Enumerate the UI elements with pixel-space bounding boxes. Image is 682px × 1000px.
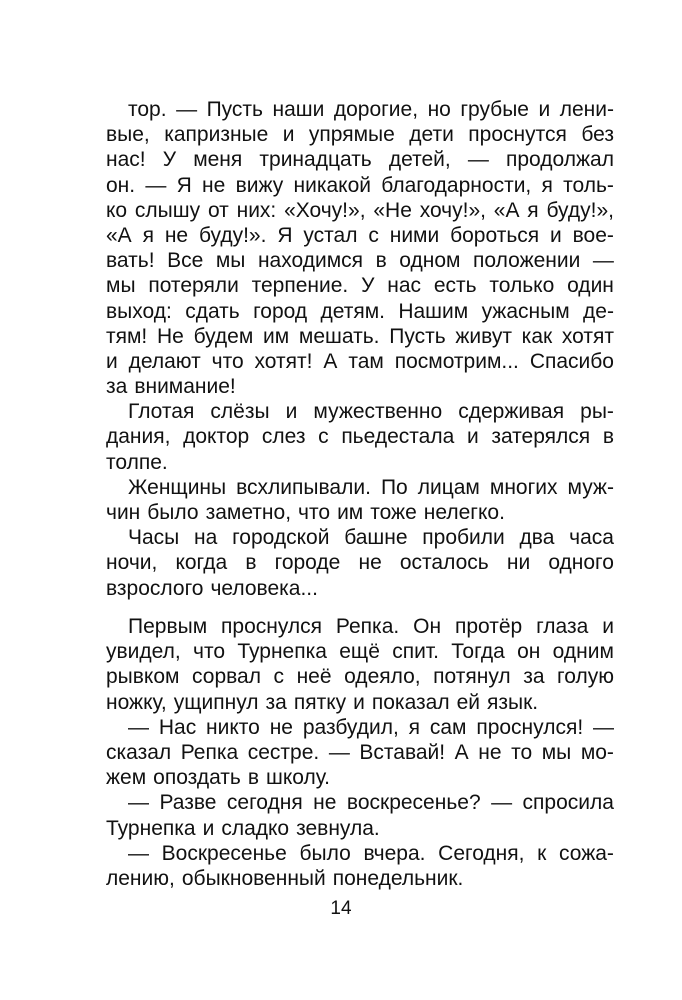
- text-line: ко слышу от них: «Хочу!», «Не хочу!», «А я буду!»,: [106, 198, 614, 222]
- text-line: увидел, что Турнепка ещё спит. Тогда он одним: [106, 640, 614, 664]
- text-line: — Воскресенье было вчера. Сегодня, к сожа-: [128, 841, 614, 865]
- text-line: толпе.: [106, 450, 168, 474]
- text-line: Женщины всхлипывали. По лицам многих муж-: [128, 475, 614, 499]
- text-line: — Разве сегодня не воскресенье? — спросила: [128, 791, 614, 815]
- page-number: 14: [330, 898, 352, 919]
- text-line: Глотая слёзы и мужественно сдерживая ры-: [128, 400, 614, 424]
- paragraph: [106, 841, 614, 891]
- text-line: ночи, когда в городе не осталось ни одного: [106, 551, 614, 575]
- text-line: вать! Все мы находимся в одном положении —: [106, 249, 614, 273]
- text-section: [106, 614, 614, 891]
- paragraph: [106, 715, 614, 791]
- text-line: взрослого человека...: [106, 576, 318, 600]
- text-line: рывком сорвал с неё одеяло, потянул за голую: [106, 665, 614, 689]
- text-line: нас! У меня тринадцать детей, — продолжал: [106, 148, 614, 172]
- text-line: — Нас никто не разбудил, я сам проснулся! —: [128, 715, 614, 739]
- text-line: сказал Репка сестре. — Вставай! А не то мы мо-: [106, 740, 614, 764]
- paragraph: [106, 475, 614, 525]
- text-line: Первым проснулся Репка. Он протёр глаза и: [128, 615, 614, 638]
- text-line: дания, доктор слез с пьедестала и затерялся в: [106, 425, 614, 449]
- paragraph: [106, 525, 614, 601]
- text-section: [106, 97, 614, 601]
- paragraph: [106, 97, 614, 399]
- text-line: он. — Я не вижу никакой благодарности, я толь-: [106, 173, 614, 197]
- text-line: ножку, ущипнул за пятку и показал ей язык.: [106, 690, 539, 714]
- paragraph: [106, 399, 614, 475]
- text-line: мы потеряли терпение. У нас есть только один: [106, 274, 614, 298]
- text-line: выход: сдать город детям. Нашим ужасным де-: [106, 299, 614, 323]
- text-line: и делают что хотят! А там посмотрим... Спасибо: [106, 349, 614, 373]
- text-line: лению, обыкновенный понедельник.: [106, 866, 464, 890]
- text-line: вые, капризные и упрямые дети проснутся без: [106, 123, 614, 147]
- text-line: «А я не буду!». Я устал с ними бороться и вое-: [106, 223, 614, 247]
- text-line: тор. — Пусть наши дорогие, но грубые и лени-: [128, 98, 614, 121]
- text-line: Часы на городской башне пробили два часа: [128, 526, 614, 550]
- text-line: чин было заметно, что им тоже нелегко.: [106, 501, 505, 524]
- text-line: жем опоздать в школу.: [106, 766, 331, 790]
- paragraph: [106, 614, 614, 715]
- text-line: тям! Не будем им мешать. Пусть живут как хотят: [106, 324, 614, 348]
- text-line: за внимание!: [106, 375, 236, 399]
- text-line: Турнепка и сладко зевнула.: [106, 816, 380, 840]
- paragraph: [106, 790, 614, 840]
